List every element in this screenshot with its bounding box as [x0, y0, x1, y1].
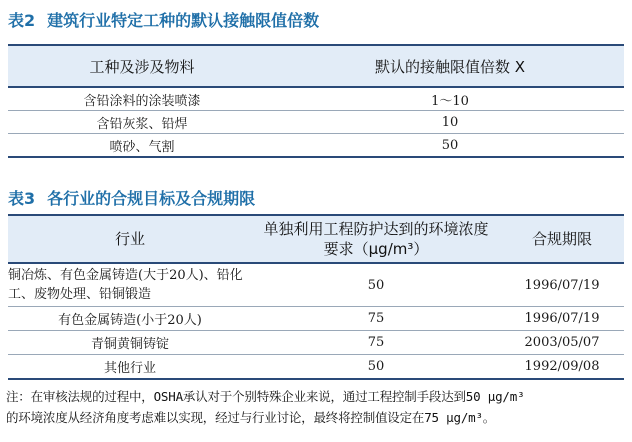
- table2-header-worktype: 工种及涉及物料: [8, 45, 276, 87]
- table3-cell-industry: 有色金属铸造(小于20人): [8, 307, 252, 331]
- table2-header-row: [8, 45, 624, 87]
- table3-number: 表3: [8, 189, 36, 208]
- table3-cell-industry: 青铜黄铜铸锭: [8, 331, 252, 355]
- table2-cell-worktype: 喷砂、气割: [8, 134, 276, 158]
- table2-number: 表2: [8, 11, 36, 30]
- table3-title: [8, 186, 255, 209]
- table3-cell-deadline: 2003/05/07: [500, 331, 624, 355]
- table3-cell-deadline: 1996/07/19: [500, 307, 624, 331]
- table2-title-text: 建筑行业特定工种的默认接触限值倍数: [47, 11, 320, 30]
- table3-cell-concentration: 50: [252, 263, 500, 307]
- table2: [8, 44, 624, 158]
- table3-cell-industry: 其他行业: [8, 355, 252, 380]
- table3-cell-concentration: 75: [252, 331, 500, 355]
- footnote: [6, 386, 630, 428]
- table3-cell-deadline: 1996/07/19: [500, 263, 624, 307]
- table-row: [8, 111, 624, 134]
- table3-header-concentration-text: 单独利用工程防护达到的环境浓度要求（μg/m³）: [263, 220, 489, 258]
- table-row: [8, 87, 624, 111]
- table3-cell-concentration: 75: [252, 307, 500, 331]
- table3-cell-deadline: 1992/09/08: [500, 355, 624, 380]
- table-row: [8, 355, 624, 380]
- table3-header-concentration: [252, 215, 500, 263]
- footnote-line-1: 注：在审核法规的过程中，OSHA承认对于个别特殊企业来说，通过工程控制手段达到50 μg/m³: [6, 389, 525, 404]
- table3-title-text: 各行业的合规目标及合规期限: [47, 189, 256, 208]
- table-row: [8, 307, 624, 331]
- table3-header-deadline: 合规期限: [500, 215, 624, 263]
- table3-cell-industry: [8, 263, 252, 307]
- table2-cell-multiple: 50: [276, 134, 624, 158]
- table3-header-industry: 行业: [8, 215, 252, 263]
- table2-cell-worktype: 含铅涂料的涂装喷漆: [8, 87, 276, 111]
- table2-cell-worktype: 含铅灰浆、铅焊: [8, 111, 276, 134]
- table3: [8, 214, 624, 380]
- table-row: [8, 331, 624, 355]
- table-row: [8, 134, 624, 158]
- table2-title: [8, 8, 319, 31]
- table3-header-row: [8, 215, 624, 263]
- table2-cell-multiple: 1～10: [276, 87, 624, 111]
- table2-cell-multiple: 10: [276, 111, 624, 134]
- table3-cell-industry-text: 铜冶炼、有色金属铸造(大于20人)、铅化工、废物处理、铅铜锻造: [8, 268, 243, 302]
- table-row: [8, 263, 624, 307]
- table2-header-multiple: 默认的接触限值倍数 X: [276, 45, 624, 87]
- table3-cell-concentration: 50: [252, 355, 500, 380]
- footnote-line-2: 的环境浓度从经济角度考虑难以实现，经过与行业讨论，最终将控制值设定在75 μg/m³。: [6, 410, 496, 425]
